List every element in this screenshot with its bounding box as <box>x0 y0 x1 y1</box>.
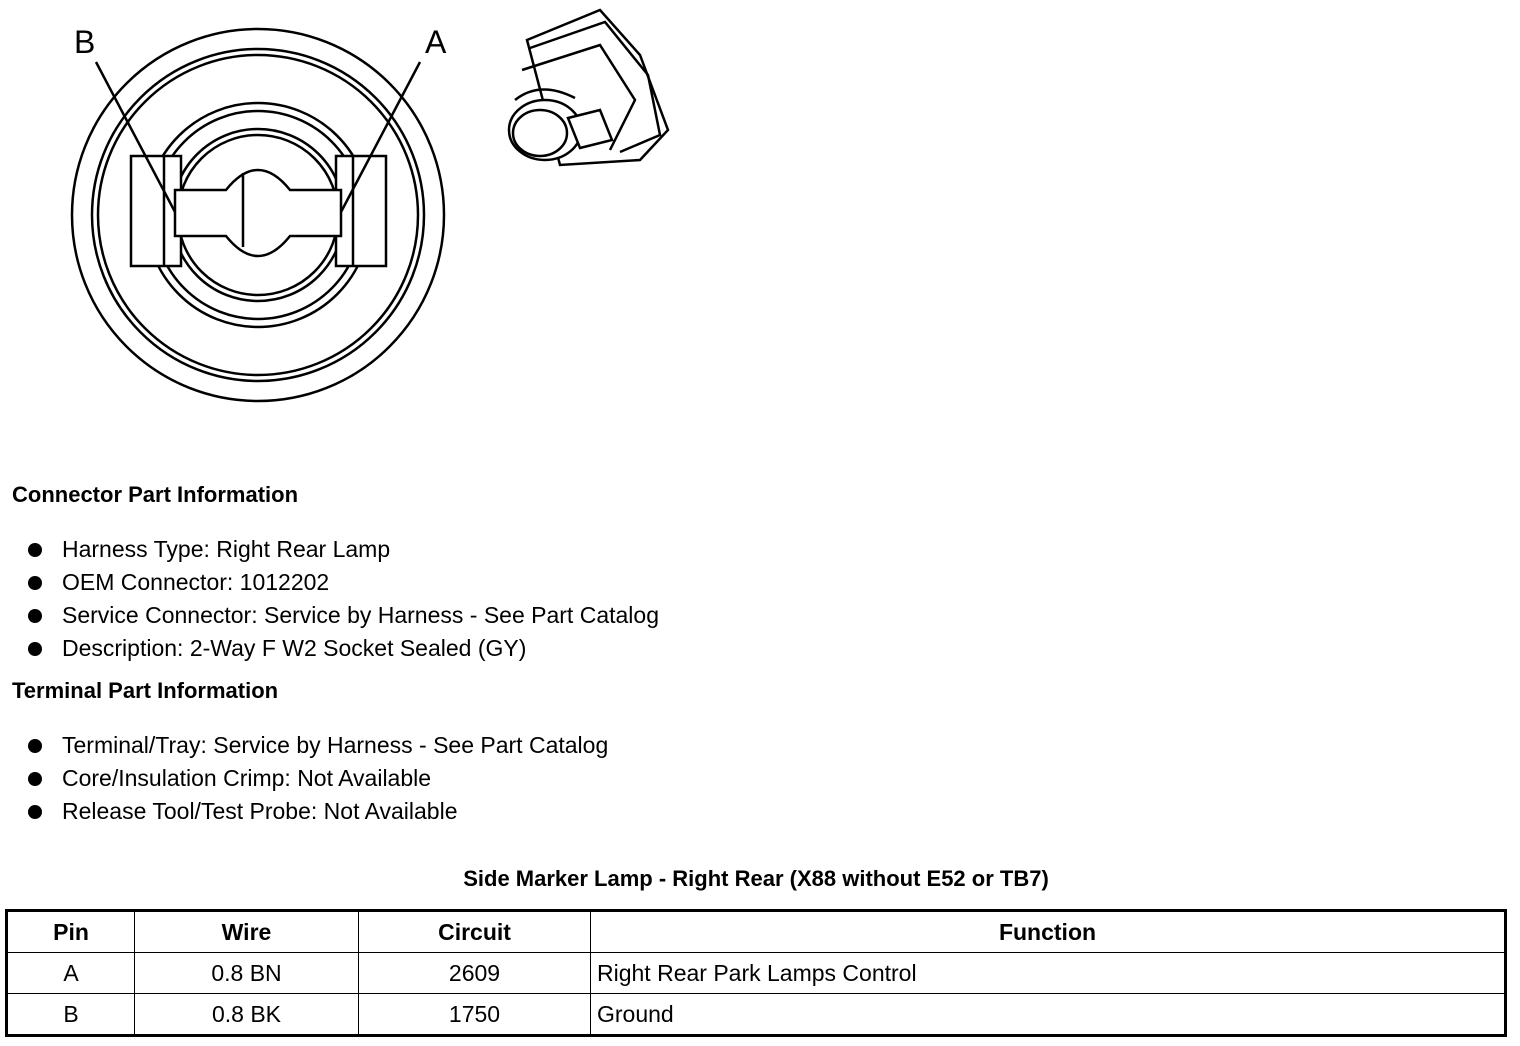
bullet-icon <box>28 772 42 786</box>
list-item: Description: 2-Way F W2 Socket Sealed (GY) <box>28 632 659 665</box>
terminal-info-title: Terminal Part Information <box>12 678 279 703</box>
list-item: Terminal/Tray: Service by Harness - See Part Catalog <box>28 729 608 762</box>
table-header-row <box>7 911 1506 953</box>
cell-wire: 0.8 BK <box>135 994 359 1036</box>
cell-circuit: 2609 <box>359 953 591 994</box>
bullet-icon <box>28 576 42 590</box>
list-item: Service Connector: Service by Harness - See Part Catalog <box>28 599 659 632</box>
bulb-socket-illustration <box>509 10 668 165</box>
bullet-icon <box>28 805 42 819</box>
terminal-info-list <box>28 729 608 828</box>
list-item: OEM Connector: 1012202 <box>28 566 659 599</box>
cell-wire: 0.8 BN <box>135 953 359 994</box>
table-title: Side Marker Lamp - Right Rear (X88 without E52 or TB7) <box>463 866 1049 891</box>
list-item: Release Tool/Test Probe: Not Available <box>28 795 608 828</box>
pin-label-a: A <box>425 24 447 60</box>
cell-circuit: 1750 <box>359 994 591 1036</box>
table-row <box>7 953 1506 994</box>
list-item: Harness Type: Right Rear Lamp <box>28 533 659 566</box>
cell-function: Ground <box>591 994 1506 1036</box>
header-wire: Wire <box>135 911 359 953</box>
list-item: Core/Insulation Crimp: Not Available <box>28 762 608 795</box>
connector-info-title: Connector Part Information <box>12 482 299 507</box>
bullet-icon <box>28 739 42 753</box>
bullet-icon <box>28 609 42 623</box>
header-pin: Pin <box>7 911 135 953</box>
pinout-table <box>5 909 1507 1037</box>
connector-diagram <box>0 0 700 420</box>
terminal-blade <box>175 170 341 256</box>
cell-function: Right Rear Park Lamps Control <box>591 953 1506 994</box>
cell-pin: A <box>7 953 135 994</box>
pin-label-b: B <box>74 24 96 60</box>
header-function: Function <box>591 911 1506 953</box>
cell-pin: B <box>7 994 135 1036</box>
connector-info-list <box>28 533 659 665</box>
bullet-icon <box>28 642 42 656</box>
table-row <box>7 994 1506 1036</box>
header-circuit: Circuit <box>359 911 591 953</box>
bullet-icon <box>28 543 42 557</box>
